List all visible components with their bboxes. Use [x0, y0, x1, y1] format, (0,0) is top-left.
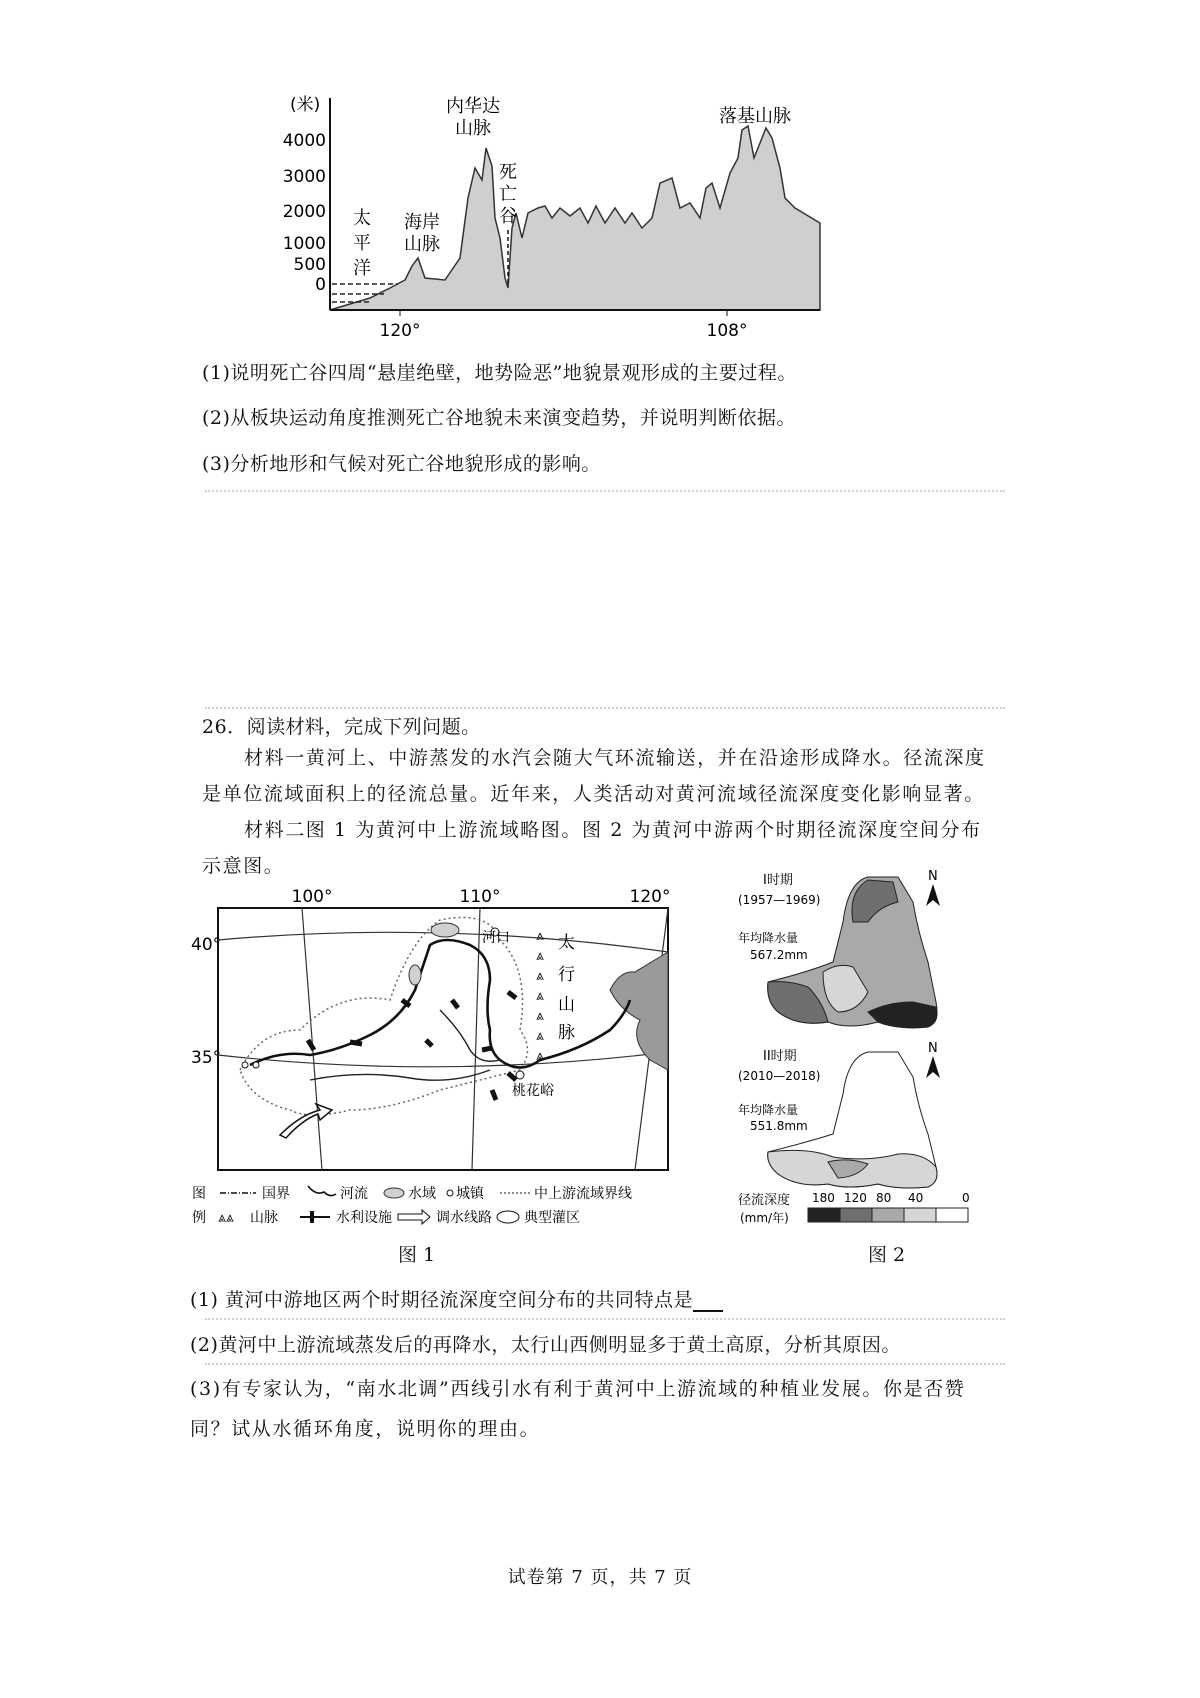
- taihang-label: 脉: [558, 1023, 575, 1043]
- svg-text:⩓: ⩓: [536, 928, 544, 944]
- q26-material-1: 材料一黄河上、中游蒸发的水汽会随大气环流输送，并在沿途形成降水。径流深度是单位流域面积上的径流总量。近年来，人类活动对黄河流域径流深度变化影响显著。: [202, 747, 986, 805]
- q25-item-3: (3)分析地形和气候对死亡谷地貌形成的影响。: [202, 453, 601, 475]
- x-tick: 108°: [706, 321, 748, 341]
- q26-item-3: (3)有专家认为，“南水北调”西线引水有利于黄河中上游流域的种植业发展。你是否赞同？试从水循环角度，说明你的理由。: [190, 1378, 966, 1440]
- q26-item-2: (2)黄河中上游流域蒸发后的再降水，太行山西侧明显多于黄土高原，分析其原因。: [190, 1334, 901, 1356]
- page-footer: 试卷第 7 页，共 7 页: [507, 1567, 693, 1588]
- north-label: N: [928, 869, 938, 884]
- label-nevada: 山脉: [455, 118, 491, 139]
- fig1-legend: [192, 1185, 632, 1226]
- svg-text:⩓: ⩓: [536, 948, 544, 964]
- x-tick: 120°: [379, 321, 421, 341]
- label-pacific: 太: [353, 208, 371, 229]
- legend-water: 水域: [408, 1186, 436, 1202]
- svg-text:例: 例: [192, 1210, 206, 1226]
- taihang-label: 山: [558, 995, 575, 1015]
- answer-blank[interactable]: [693, 1292, 723, 1312]
- legend-river: 河流: [340, 1186, 368, 1202]
- q25-item-2: (2)从板块运动角度推测死亡谷地貌未来演变趋势，并说明判断依据。: [202, 407, 796, 429]
- lon-label: 110°: [459, 887, 501, 907]
- legend-swatch: [936, 1208, 968, 1222]
- north-label: N: [928, 1041, 938, 1056]
- lat-label: 35°: [191, 1048, 222, 1068]
- legend-irrigation: 典型灌区: [524, 1210, 580, 1226]
- svg-text:⩓: ⩓: [536, 968, 544, 984]
- legend-city: 城镇: [456, 1186, 484, 1202]
- mountain-icons: [536, 928, 544, 1064]
- legend-value: 180: [812, 1191, 835, 1205]
- q26-item-1-text: (1) 黄河中游地区两个时期径流深度空间分布的共同特点是: [190, 1289, 693, 1311]
- period1-title: I时期: [763, 873, 793, 888]
- legend-value: 80: [876, 1191, 892, 1205]
- answer-divider: [205, 707, 1005, 709]
- period2-range: (2010—2018): [738, 1069, 821, 1083]
- legend-swatch: [904, 1208, 936, 1222]
- q26-material-2: 材料二图 1 为黄河中上游流域略图。图 2 为黄河中游两个时期径流深度空间分布示意图。: [202, 819, 982, 877]
- legend-border: 国界: [262, 1186, 290, 1202]
- lon-label: 120°: [629, 887, 671, 907]
- svg-text:⩓: ⩓: [536, 1048, 544, 1064]
- y-tick: 3000: [282, 167, 326, 187]
- label-death-valley: 死: [499, 162, 517, 183]
- y-unit: (米): [290, 95, 321, 115]
- legend-swatch: [808, 1208, 840, 1222]
- legend-unit: (mm/年): [740, 1211, 789, 1225]
- label-death-valley: 谷: [499, 206, 517, 227]
- y-tick: 1000: [282, 234, 326, 254]
- label-coast-range: 山脉: [404, 234, 440, 255]
- q26-title: 26．阅读材料，完成下列问题。: [202, 716, 481, 738]
- fig2-runoff-depth-maps: [728, 862, 978, 1232]
- label-pacific: 洋: [353, 258, 371, 279]
- legend-diversion: 调水线路: [436, 1210, 492, 1226]
- y-tick: 2000: [282, 202, 326, 222]
- legend-swatch: [872, 1208, 904, 1222]
- svg-text:⩓: ⩓: [536, 1008, 544, 1024]
- y-tick: 500: [293, 255, 326, 275]
- answer-divider: [205, 490, 1005, 492]
- runoff-legend: [808, 1191, 970, 1222]
- precip-label: 年均降水量: [738, 931, 799, 945]
- fig2-caption: 图 2: [868, 1244, 906, 1266]
- north-arrow-icon: [926, 1056, 940, 1078]
- city-hekou: 河口: [482, 930, 510, 946]
- label-death-valley: 亡: [499, 184, 517, 205]
- y-tick: 0: [315, 275, 326, 295]
- precip2: 551.8mm: [750, 1119, 808, 1133]
- legend-value: 0: [962, 1191, 970, 1205]
- svg-text:⩓: ⩓: [536, 988, 544, 1004]
- lat-label: 40°: [191, 935, 222, 955]
- period1-range: (1957—1969): [738, 893, 821, 907]
- answer-divider: [205, 1318, 1005, 1320]
- legend-swatch: [840, 1208, 872, 1222]
- taihang-label: 太: [558, 933, 575, 953]
- legend-mountain: 山脉: [250, 1210, 278, 1226]
- svg-text:⩓⩓: ⩓⩓: [218, 1210, 234, 1226]
- lon-label: 100°: [291, 887, 333, 907]
- label-pacific: 平: [353, 233, 371, 254]
- label-coast-range: 海岸: [404, 212, 440, 233]
- elevation-profile-chart: [280, 88, 840, 348]
- precip1: 567.2mm: [750, 948, 808, 962]
- fig1-caption: 图 1: [398, 1244, 436, 1266]
- legend-dam: 水利设施: [336, 1210, 392, 1226]
- answer-divider: [205, 1363, 1005, 1365]
- legend-value: 40: [908, 1191, 924, 1205]
- legend-basin-boundary: 中上游流域界线: [534, 1186, 632, 1202]
- q25-item-1: (1)说明死亡谷四周“悬崖绝壁，地势险恶”地貌景观形成的主要过程。: [202, 362, 797, 384]
- q26-item-1: [190, 1285, 723, 1312]
- fig1-yellow-river-map: [190, 880, 700, 1230]
- y-tick: 4000: [282, 131, 326, 151]
- legend-title: 径流深度: [738, 1193, 791, 1208]
- svg-text:⩓: ⩓: [536, 1028, 544, 1044]
- taihang-label: 行: [558, 965, 575, 985]
- label-nevada: 内华达: [446, 96, 500, 117]
- label-rocky: 落基山脉: [719, 106, 791, 127]
- svg-text:图: 图: [192, 1186, 206, 1202]
- legend-value: 120: [844, 1191, 867, 1205]
- period2-title: II时期: [763, 1049, 797, 1064]
- north-arrow-icon: [926, 884, 940, 906]
- precip-label: 年均降水量: [738, 1103, 799, 1117]
- city-taohuayu: 桃花峪: [512, 1083, 554, 1099]
